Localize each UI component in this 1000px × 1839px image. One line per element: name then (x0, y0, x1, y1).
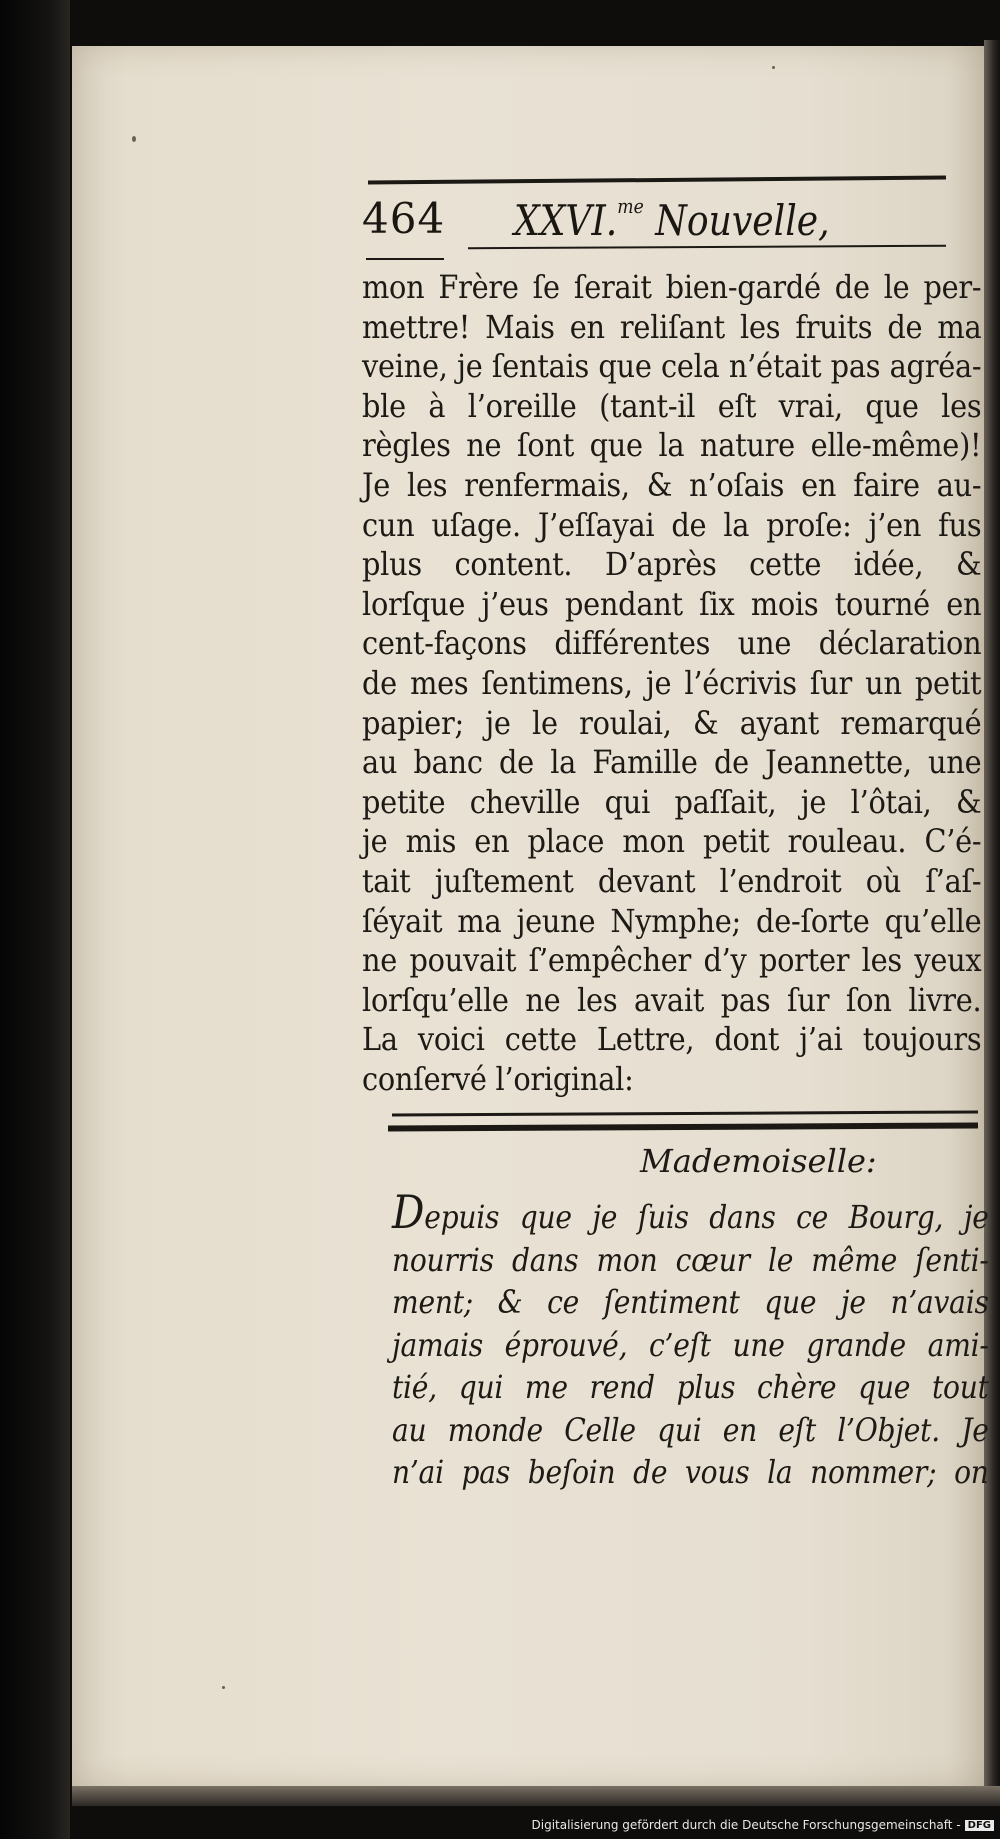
body-line: lorſque j’eus pendant ſix mois tourné en (362, 584, 982, 623)
letter-line (392, 1185, 989, 1239)
body-line: cent-façons différentes une déclaration (362, 624, 982, 663)
letter-line: tié, qui me rend plus chère que tout (392, 1368, 989, 1406)
letter-text (392, 1185, 992, 1494)
dfg-logo: DFG (965, 1820, 994, 1831)
letter-line: n’ai pas beſoin de vous la nommer; on (392, 1453, 989, 1491)
letter-salutation: Mademoiselle: (640, 1142, 877, 1180)
body-text (362, 268, 982, 1099)
body-line: ne pouvait ſ’empêcher d’y porter les yeux (362, 941, 982, 980)
chapter-numeral: XXVI. (514, 196, 618, 245)
body-line: petite cheville qui paſſait, je l’ôtai, & (362, 782, 982, 821)
paper-speck (222, 1686, 225, 1689)
book-gutter-shadow (0, 0, 70, 1839)
letter-line: nourris dans mon cœur le même ſenti- (392, 1240, 989, 1279)
chapter-superscript: me (617, 194, 644, 218)
letter-first-line: epuis que je ſuis dans ce Bourg, je (424, 1198, 989, 1236)
body-line: cun uſage. J’eſſayai de la proſe: j’en fus (362, 505, 982, 544)
credit-text: Digitalisierung gefördert durch die Deutsche Forschungsgemeinschaft - (531, 1818, 961, 1832)
body-line: La voici cette Lettre, dont j’ai toujours (362, 1020, 982, 1059)
body-line: je mis en place mon petit rouleau. C’é- (362, 822, 982, 861)
body-line: mettre! Mais en reliſant les fruits de ma (362, 307, 982, 346)
body-line: mon Frère ſe ſerait bien-gardé de le per- (362, 268, 982, 306)
head-rule-left (366, 258, 444, 260)
body-line: conſervé l’original: (362, 1059, 634, 1098)
body-line: ſéyait ma jeune Nymphe; de-ſorte qu’elle (362, 901, 982, 940)
body-line: au banc de la Famille de Jeannette, une (362, 743, 982, 782)
digitization-credit (532, 1818, 995, 1832)
letter-line: au monde Celle qui en eſt l’Objet. Je (392, 1410, 989, 1449)
running-head (362, 188, 962, 258)
body-line: tait juſtement devant l’endroit où ſ’aſ- (362, 861, 982, 900)
page-bottom-edge (72, 1786, 1000, 1806)
paper-speck (772, 66, 775, 69)
body-line: règles ne ſont que la nature elle-même)! (362, 426, 982, 465)
body-line: Je les renfermais, & n’oſais en faire au- (362, 465, 982, 504)
letter-dropcap: D (392, 1185, 425, 1239)
body-line: papier; je le roulai, & ayant remarqué (362, 703, 982, 742)
body-line: plus content. D’après cette idée, & (362, 545, 982, 584)
chapter-title (514, 194, 830, 245)
page-right-edge (984, 40, 1000, 1800)
letter-line: ment; & ce ſentiment que je n’avais (392, 1283, 989, 1321)
body-line: ble à l’oreille (tant-il eſt vrai, que les (362, 386, 982, 425)
page-number: 464 (362, 194, 446, 243)
body-line: de mes ſentimens, je l’écrivis ſur un petit (362, 663, 982, 702)
body-line: veine, je ſentais que cela n’était pas agréa- (362, 347, 982, 386)
chapter-title-rest: Nouvelle, (643, 196, 830, 245)
letter-line: jamais éprouvé, c’eſt une grande ami- (392, 1325, 989, 1364)
body-line: lorſqu’elle ne les avait pas ſur ſon livre. (362, 980, 982, 1019)
paper-speck (132, 136, 136, 142)
